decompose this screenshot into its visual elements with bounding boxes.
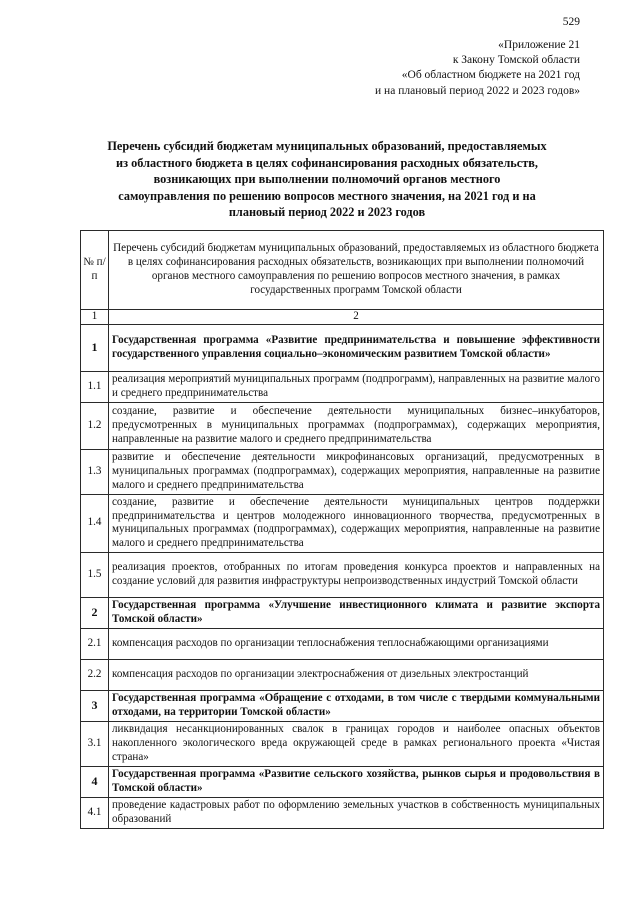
page-number: 529 <box>562 16 580 28</box>
table-row <box>81 552 604 597</box>
row-text: Государственная программа «Развитие сельского хозяйства, рынков сырья и продовольствия в Томской области» <box>109 766 604 797</box>
header-list-cell: Перечень субсидий бюджетам муниципальных образований, предоставляемых из областного бюджета в целях софинансирования расходных обязательств, возникающих при выполнении полномочий органов местного самоуправления по решению вопросов местного значения, в рамках государственных программ Томской области <box>109 231 604 310</box>
program-row <box>81 324 604 371</box>
table-header-row <box>81 231 604 310</box>
row-number: 1.4 <box>81 494 109 552</box>
row-number: 1.1 <box>81 371 109 402</box>
row-text: реализация проектов, отобранных по итогам проведения конкурса проектов и направленных на создание условий для развития инфраструктуры непроизводственных индустрий Томской области <box>109 552 604 597</box>
title-line: возникающих при выполнении полномочий органов местного <box>153 172 501 187</box>
row-number: 4.1 <box>81 797 109 828</box>
program-row <box>81 690 604 721</box>
title-line: Перечень субсидий бюджетам муниципальных образований, предоставляемых <box>107 139 547 153</box>
program-row <box>81 597 604 628</box>
row-number: 1.5 <box>81 552 109 597</box>
table-row <box>81 659 604 690</box>
title-line: самоуправления по решению вопросов местного значения, на 2021 год и на <box>118 188 536 203</box>
row-number: 2 <box>81 597 109 628</box>
row-number: 1 <box>81 324 109 371</box>
column-number-cell: 2 <box>109 310 604 325</box>
column-number-row <box>81 310 604 325</box>
table-row <box>81 494 604 552</box>
program-row <box>81 766 604 797</box>
row-text: компенсация расходов по организации теплоснабжения теплоснабжающими организациями <box>109 628 604 659</box>
row-text: создание, развитие и обеспечение деятельности муниципальных бизнес–инкубаторов, предусмотренных в муниципальных программах (подпрограммах), содержащих мероприятия, направленные на развитие малого и среднего предпринимательства <box>109 402 604 449</box>
row-number: 3.1 <box>81 721 109 766</box>
row-text: реализация мероприятий муниципальных программ (подпрограмм), направленных на развитие малого и среднего предпринимательства <box>109 371 604 402</box>
column-number-cell: 1 <box>81 310 109 325</box>
row-number: 2.2 <box>81 659 109 690</box>
row-number: 4 <box>81 766 109 797</box>
appendix-line: и на плановый период 2022 и 2023 годов» <box>375 84 580 97</box>
row-text: ликвидация несанкционированных свалок в границах городов и наиболее опасных объектов накопленного экологического вреда окружающей среде в рамках регионального проекта «Чистая страна» <box>109 721 604 766</box>
title-line: плановый период 2022 и 2023 годов <box>228 205 426 220</box>
appendix-line: «Об областном бюджете на 2021 год <box>401 69 580 82</box>
row-number: 1.2 <box>81 402 109 449</box>
row-text: Государственная программа «Улучшение инвестиционного климата и развитие экспорта Томской области» <box>109 597 604 628</box>
row-number: 3 <box>81 690 109 721</box>
header-number-cell: № п/п <box>81 231 109 310</box>
row-text: Государственная программа «Развитие предпринимательства и повышение эффективности государственного управления социально–экономическим развитием Томской области» <box>109 324 604 371</box>
row-text: развитие и обеспечение деятельности микрофинансовых организаций, предусмотренных в муниципальных программах (подпрограммах), содержащих мероприятия, направленные на развитие малого и среднего предпринимательства <box>109 449 604 494</box>
table-row <box>81 449 604 494</box>
table-row <box>81 628 604 659</box>
document-title <box>72 138 582 221</box>
title-line: из областного бюджета в целях софинансирования расходных обязательств, <box>116 155 538 170</box>
row-number: 1.3 <box>81 449 109 494</box>
table-row <box>81 721 604 766</box>
row-text: создание, развитие и обеспечение деятельности муниципальных центров поддержки предпринимательства и центров молодежного инновационного творчества, предусмотренных в муниципальных программах (подпрограммах), содержащих мероприятия, направленные на развитие малого и среднего предпринимательства <box>109 494 604 552</box>
subsidies-table <box>80 230 604 829</box>
appendix-line: к Закону Томской области <box>452 54 580 67</box>
row-text: компенсация расходов по организации электроснабжения от дизельных электростанций <box>109 659 604 690</box>
row-text: Государственная программа «Обращение с отходами, в том числе с твердыми коммунальными отходами, на территории Томской области» <box>109 690 604 721</box>
row-number: 2.1 <box>81 628 109 659</box>
table-row <box>81 402 604 449</box>
appendix-line: «Приложение 21 <box>498 39 580 51</box>
table-row <box>81 797 604 828</box>
appendix-header <box>260 38 580 99</box>
row-text: проведение кадастровых работ по оформлению земельных участков в собственность муниципальных образований <box>109 797 604 828</box>
table-row <box>81 371 604 402</box>
